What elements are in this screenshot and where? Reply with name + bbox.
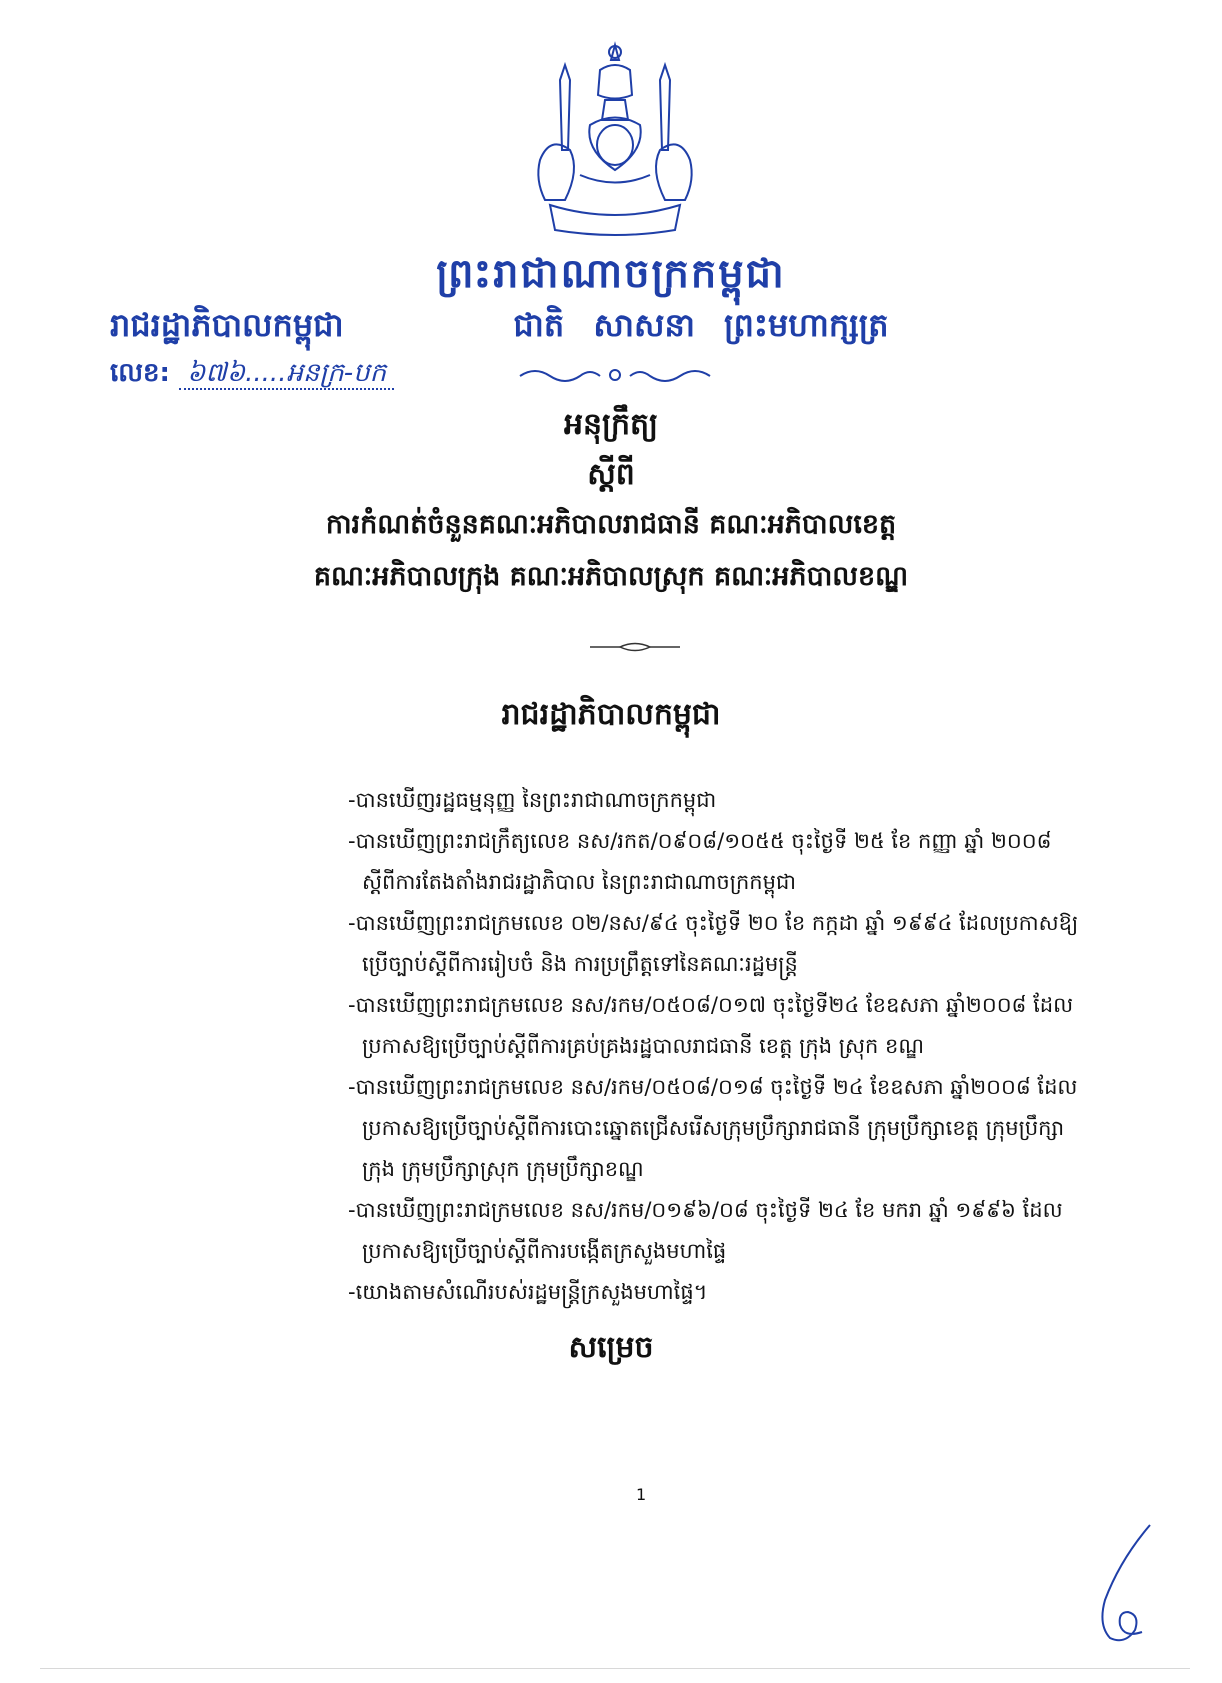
list-item-line: -យោងតាមសំណើរបស់រដ្ឋមន្ត្រីក្រសួងមហាផ្ទៃ។ xyxy=(348,1280,708,1304)
government-header: រាជរដ្ឋាភិបាលកម្ពុជា xyxy=(110,306,344,344)
page-number: 1 xyxy=(636,1485,647,1504)
document-number xyxy=(110,356,394,394)
list-item-line: -បានឃើញព្រះរាជក្រមលេខ នស/រកម/០៥០៨/០១៧ ចុះថ្ងៃទី២៤ ខែឧសភា ឆ្នាំ២០០៨ ដែល xyxy=(348,993,1074,1017)
subject-line-1: ការកំណត់ចំនួនគណៈអភិបាលរាជធានី គណៈអភិបាលខេត្ត xyxy=(325,509,897,540)
page-bottom-rule xyxy=(40,1668,1190,1669)
list-item-line: ប្រើច្បាប់ស្តីពីការរៀបចំ និង ការប្រព្រឹត្តទៅនៃគណៈរដ្ឋមន្ត្រី xyxy=(362,952,798,976)
list-item-line: ប្រកាសឱ្យប្រើច្បាប់ស្តីពីការបោះឆ្នោតជ្រើសរើសក្រុមប្រឹក្សារាជធានី ក្រុមប្រឹក្សាខេត្ត ក្រុមប្រឹក្សា xyxy=(362,1116,1065,1140)
list-item-line: -បានឃើញព្រះរាជក្រមលេខ នស/រកម/០៥០៨/០១៨ ចុះថ្ងៃទី ២៤ ខែឧសភា ឆ្នាំ២០០៨ ដែល xyxy=(348,1075,1078,1099)
number-value: ៦៧៦.....អនក្រ-បក xyxy=(179,358,394,390)
list-item xyxy=(348,1190,1088,1272)
royal-coat-of-arms-icon xyxy=(520,40,710,240)
list-item xyxy=(348,1272,1088,1313)
kingdom-title: ព្រះរាជាណាចក្រកម្ពុជា xyxy=(436,251,786,297)
issuing-authority: រាជរដ្ឋាភិបាលកម្ពុជា xyxy=(501,697,721,732)
ornament-flourish-icon xyxy=(515,364,715,386)
list-item-line: ស្តីពីការតែងតាំងរាជរដ្ឋាភិបាល នៃព្រះរាជាណាចក្រកម្ពុជា xyxy=(362,870,796,894)
decision-heading: សម្រេច xyxy=(568,1330,654,1365)
list-item-line: ក្រុង ក្រុមប្រឹក្សាស្រុក ក្រុមប្រឹក្សាខណ្ឌ xyxy=(362,1157,644,1181)
list-item xyxy=(348,903,1088,985)
divider-ornament-icon xyxy=(590,640,680,654)
subject-line-2: គណៈអភិបាលក្រុង គណៈអភិបាលស្រុក គណៈអភិបាលខណ្ឌ xyxy=(313,561,909,592)
list-item xyxy=(348,985,1088,1067)
list-item-line: -បានឃើញព្រះរាជក្រមលេខ នស/រកម/០១៩៦/០៨ ចុះថ្ងៃទី ២៤ ខែ មករា ឆ្នាំ ១៩៩៦ ដែល xyxy=(348,1198,1063,1222)
list-item xyxy=(348,821,1088,903)
document-type: អនុក្រឹត្យ xyxy=(563,407,659,442)
list-item-line: -បានឃើញព្រះរាជក្រឹត្យលេខ នស/រកត/០៩០៨/១០៥៥ ចុះថ្ងៃទី ២៥ ខែ កញ្ញា ឆ្នាំ ២០០៨ xyxy=(348,829,1052,853)
list-item xyxy=(348,780,1088,821)
list-item-line: -បានឃើញព្រះរាជក្រមលេខ ០២/នស/៩៤ ចុះថ្ងៃទី ២០ ខែ កក្កដា ឆ្នាំ ១៩៩៤ ដែលប្រកាសឱ្យ xyxy=(348,911,1079,935)
about-label: ស្តីពី xyxy=(587,457,635,492)
list-item-line: ប្រកាសឱ្យប្រើច្បាប់ស្តីពីការបង្កើតក្រសួងមហាផ្ទៃ xyxy=(362,1239,727,1263)
national-motto: ជាតិ សាសនា ព្រះមហាក្សត្រ xyxy=(513,306,889,344)
list-item-line: -បានឃើញរដ្ឋធម្មនុញ្ញ នៃព្រះរាជាណាចក្រកម្ពុជា xyxy=(348,788,717,812)
number-label: លេខ: xyxy=(110,358,170,388)
list-item xyxy=(348,1067,1088,1190)
preamble-list xyxy=(348,780,1088,1313)
initial-signature-icon xyxy=(1080,1520,1180,1650)
list-item-line: ប្រកាសឱ្យប្រើច្បាប់ស្តីពីការគ្រប់គ្រងរដ្ឋបាលរាជធានី ខេត្ត ក្រុង ស្រុក ខណ្ឌ xyxy=(362,1034,924,1058)
